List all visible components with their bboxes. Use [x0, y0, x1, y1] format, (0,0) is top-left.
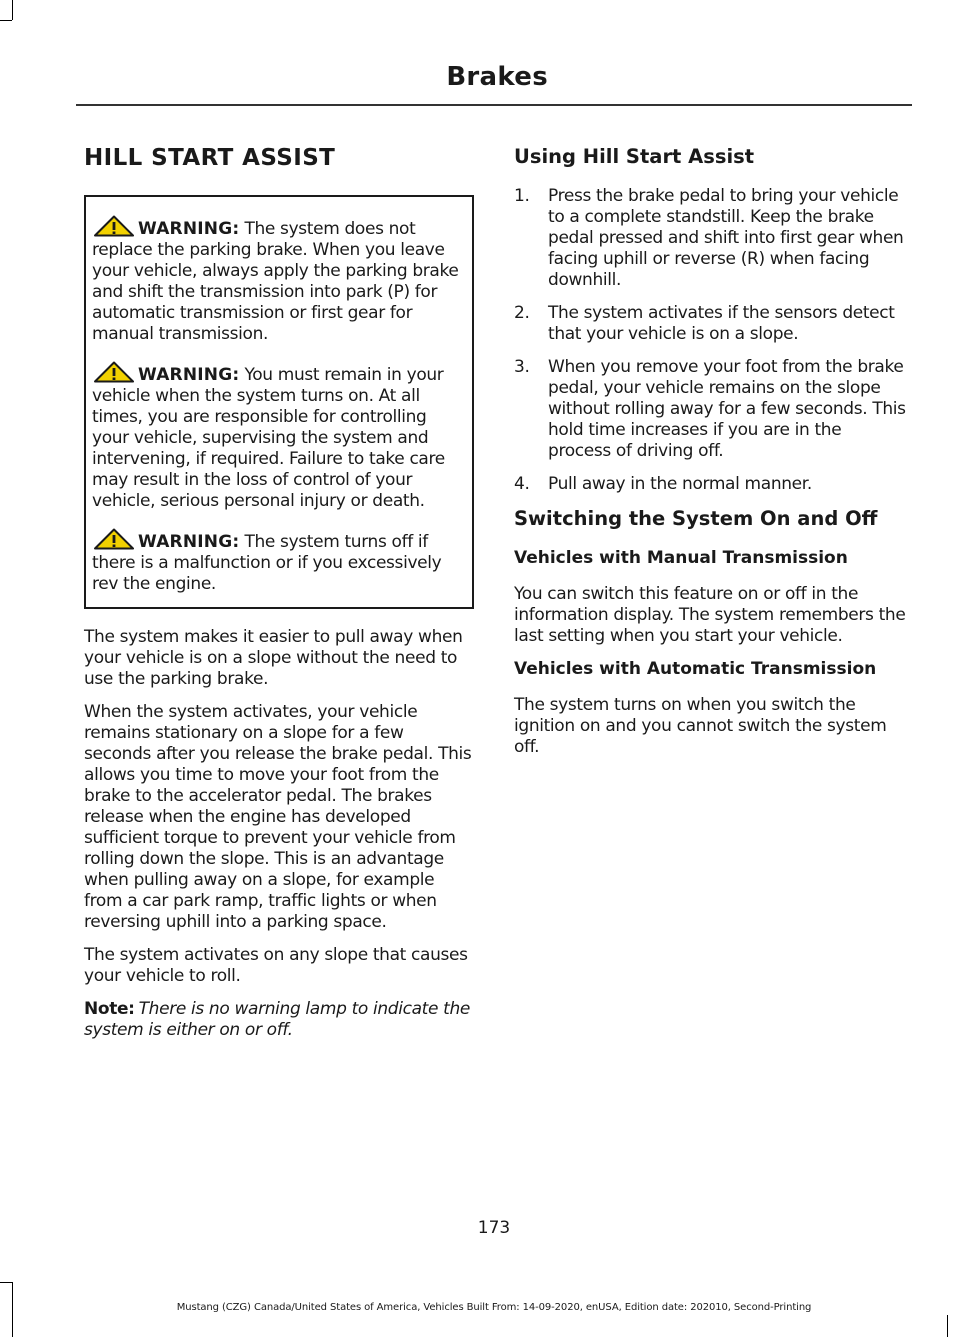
body-paragraph: When the system activates, your vehicle remains stationary on a slope for a few seconds after you release the brake pedal. This allows you time to move your foot from the brake to the accelerator pedal. The brakes release when the engine has developed sufficient torque to prevent your vehicle from rolling down the slope. This is an advantage when pulling away on a slope, for example from a car park ramp, traffic lights or when reversing uphill into a parking space.	[84, 702, 472, 932]
subsection-heading: Switching the System On and Off	[514, 507, 878, 530]
warning-triangle-icon	[92, 361, 136, 383]
warning-triangle-icon	[92, 528, 136, 550]
warning-text: You must remain in your vehicle when the system turns on. At all times, you are responsible for controlling your vehicle, supervising the system and intervening, if required. Failure to take care may result in the loss of control of your vehicle, serious personal injury or death.	[92, 365, 445, 511]
step-text: Pull away in the normal manner.	[548, 474, 812, 494]
warning-item	[92, 361, 466, 512]
right-column	[514, 145, 906, 770]
warning-label: WARNING:	[138, 365, 240, 385]
warning-label: WARNING:	[138, 219, 240, 239]
warning-triangle-icon	[92, 215, 136, 237]
crop-mark	[947, 1315, 948, 1337]
step-number: 4.	[514, 474, 530, 494]
steps-list	[514, 186, 906, 495]
page-number: 173	[477, 1218, 511, 1238]
footer-text: Mustang (CZG) Canada/United States of America, Vehicles Built From: 14-09-2020, enUSA, Edition date: 202010, Second-Printing	[176, 1302, 812, 1313]
list-item	[514, 474, 906, 495]
step-number: 1.	[514, 186, 530, 206]
note	[84, 999, 474, 1041]
crop-mark	[0, 20, 12, 21]
page-title: Brakes	[446, 62, 548, 92]
note-text: There is no warning lamp to indicate the system is either on or off.	[84, 999, 471, 1040]
body-paragraph: You can switch this feature on or off in the information display. The system remembers the last setting when you start your vehicle.	[514, 584, 906, 646]
note-label: Note:	[84, 999, 135, 1019]
minor-heading: Vehicles with Automatic Transmission	[514, 659, 877, 679]
warning-item	[92, 528, 466, 595]
warning-text: The system turns off if there is a malfunction or if you excessively rev the engine.	[92, 532, 442, 594]
warning-text: The system does not replace the parking brake. When you leave your vehicle, always apply the parking brake and shift the transmission into park (P) for automatic transmission or first gear for manual transmission.	[92, 219, 459, 344]
list-item	[514, 357, 906, 462]
left-column	[84, 145, 474, 1053]
warning-label: WARNING:	[138, 532, 240, 552]
body-paragraph: The system makes it easier to pull away when your vehicle is on a slope without the need to use the parking brake.	[84, 627, 463, 689]
crop-mark	[0, 1282, 12, 1283]
step-number: 2.	[514, 303, 530, 323]
step-text: The system activates if the sensors detect that your vehicle is on a slope.	[548, 303, 895, 344]
body-paragraph: The system turns on when you switch the ignition on and you cannot switch the system off.	[514, 695, 887, 757]
list-item	[514, 186, 906, 291]
minor-heading: Vehicles with Manual Transmission	[514, 548, 848, 568]
subsection-heading: Using Hill Start Assist	[514, 145, 755, 168]
section-heading: HILL START ASSIST	[84, 145, 336, 171]
warning-item	[92, 215, 466, 345]
crop-mark	[12, 0, 13, 20]
step-text: Press the brake pedal to bring your vehicle to a complete standstill. Keep the brake pedal pressed and shift into first gear when facing uphill or reverse (R) when facing downhill.	[548, 186, 904, 290]
header-divider	[76, 104, 912, 106]
step-number: 3.	[514, 357, 530, 377]
step-text: When you remove your foot from the brake pedal, your vehicle remains on the slope without rolling away for a few seconds. This hold time increases if you are in the process of driving off.	[548, 357, 906, 461]
body-paragraph: The system activates on any slope that causes your vehicle to roll.	[84, 945, 468, 986]
warning-box	[84, 195, 474, 609]
list-item	[514, 303, 906, 345]
